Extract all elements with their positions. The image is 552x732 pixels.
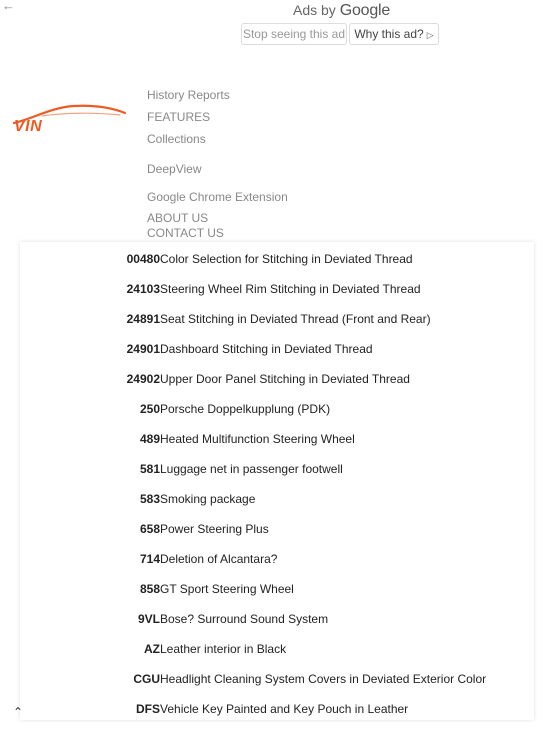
option-description: Bose? Surround Sound System xyxy=(160,612,329,626)
option-row xyxy=(20,522,534,552)
option-row xyxy=(20,252,534,282)
option-row xyxy=(20,342,534,372)
option-code: 658 xyxy=(139,522,160,536)
option-code: AZ xyxy=(144,642,160,656)
why-this-ad-label: Why this ad? xyxy=(354,27,424,41)
option-code: 858 xyxy=(139,582,160,596)
option-code: 00480 xyxy=(126,252,160,266)
nav-features[interactable]: FEATURES xyxy=(147,110,211,124)
option-code: CGU xyxy=(133,672,160,686)
ads-by-google xyxy=(293,2,390,20)
option-description: Color Selection for Stitching in Deviated Thread xyxy=(160,252,413,266)
option-row xyxy=(20,282,534,312)
google-brand: Google xyxy=(339,2,391,19)
option-row xyxy=(20,312,534,342)
option-description: Smoking package xyxy=(160,492,256,506)
option-row xyxy=(20,492,534,522)
option-row xyxy=(20,432,534,462)
option-row xyxy=(20,402,534,432)
nav-deepview[interactable]: DeepView xyxy=(147,162,202,176)
option-row xyxy=(20,702,534,732)
option-code: 24901 xyxy=(126,342,160,356)
nav-collections[interactable]: Collections xyxy=(147,132,206,146)
option-row xyxy=(20,642,534,672)
option-description: Heated Multifunction Steering Wheel xyxy=(160,432,355,446)
option-description: Porsche Doppelkupplung (PDK) xyxy=(160,402,331,416)
option-row xyxy=(20,372,534,402)
option-code: 9VL xyxy=(137,612,160,626)
option-code: 24891 xyxy=(126,312,160,326)
option-description: Luggage net in passenger footwell xyxy=(160,462,343,476)
option-row xyxy=(20,552,534,582)
adchoices-play-icon: ▷ xyxy=(426,30,434,40)
ads-by-label: Ads by xyxy=(293,2,336,18)
options-list xyxy=(20,242,534,720)
option-code: 24103 xyxy=(126,282,160,296)
option-description: Seat Stitching in Deviated Thread (Front and Rear) xyxy=(160,312,431,326)
stop-seeing-ad-button[interactable] xyxy=(241,23,347,45)
site-logo[interactable] xyxy=(12,101,132,141)
nav-contact-us[interactable]: CONTACT US xyxy=(147,226,224,240)
nav-about-us[interactable]: ABOUT US xyxy=(147,211,209,225)
nav-history-reports[interactable]: History Reports xyxy=(147,88,230,102)
option-description: Steering Wheel Rim Stitching in Deviated Thread xyxy=(160,282,421,296)
option-description: Vehicle Key Painted and Key Pouch in Leather xyxy=(160,702,409,716)
option-row xyxy=(20,462,534,492)
option-code: 714 xyxy=(139,552,160,566)
option-row xyxy=(20,672,534,702)
option-description: Headlight Cleaning System Covers in Deviated Exterior Color xyxy=(160,672,487,686)
scroll-to-top-icon[interactable]: ⌃ xyxy=(13,705,24,719)
nav-chrome-extension[interactable]: Google Chrome Extension xyxy=(147,190,288,204)
back-arrow-icon[interactable]: ← xyxy=(2,0,15,13)
option-code: 489 xyxy=(139,432,160,446)
option-description: Upper Door Panel Stitching in Deviated Thread xyxy=(160,372,410,386)
option-code: 583 xyxy=(139,492,160,506)
option-description: Power Steering Plus xyxy=(160,522,269,536)
option-row xyxy=(20,582,534,612)
option-code: 24902 xyxy=(126,372,160,386)
option-description: Dashboard Stitching in Deviated Thread xyxy=(160,342,373,356)
option-code: 581 xyxy=(139,462,160,476)
why-this-ad-button[interactable] xyxy=(349,23,439,45)
option-code: 250 xyxy=(139,402,160,416)
logo-text: VIN xyxy=(14,118,43,135)
option-code: DFS xyxy=(136,702,160,716)
option-description: Leather interior in Black xyxy=(160,642,287,656)
stop-seeing-ad-label: Stop seeing this ad xyxy=(242,27,346,41)
option-row xyxy=(20,612,534,642)
option-description: GT Sport Steering Wheel xyxy=(160,582,294,596)
option-description: Deletion of Alcantara? xyxy=(160,552,278,566)
